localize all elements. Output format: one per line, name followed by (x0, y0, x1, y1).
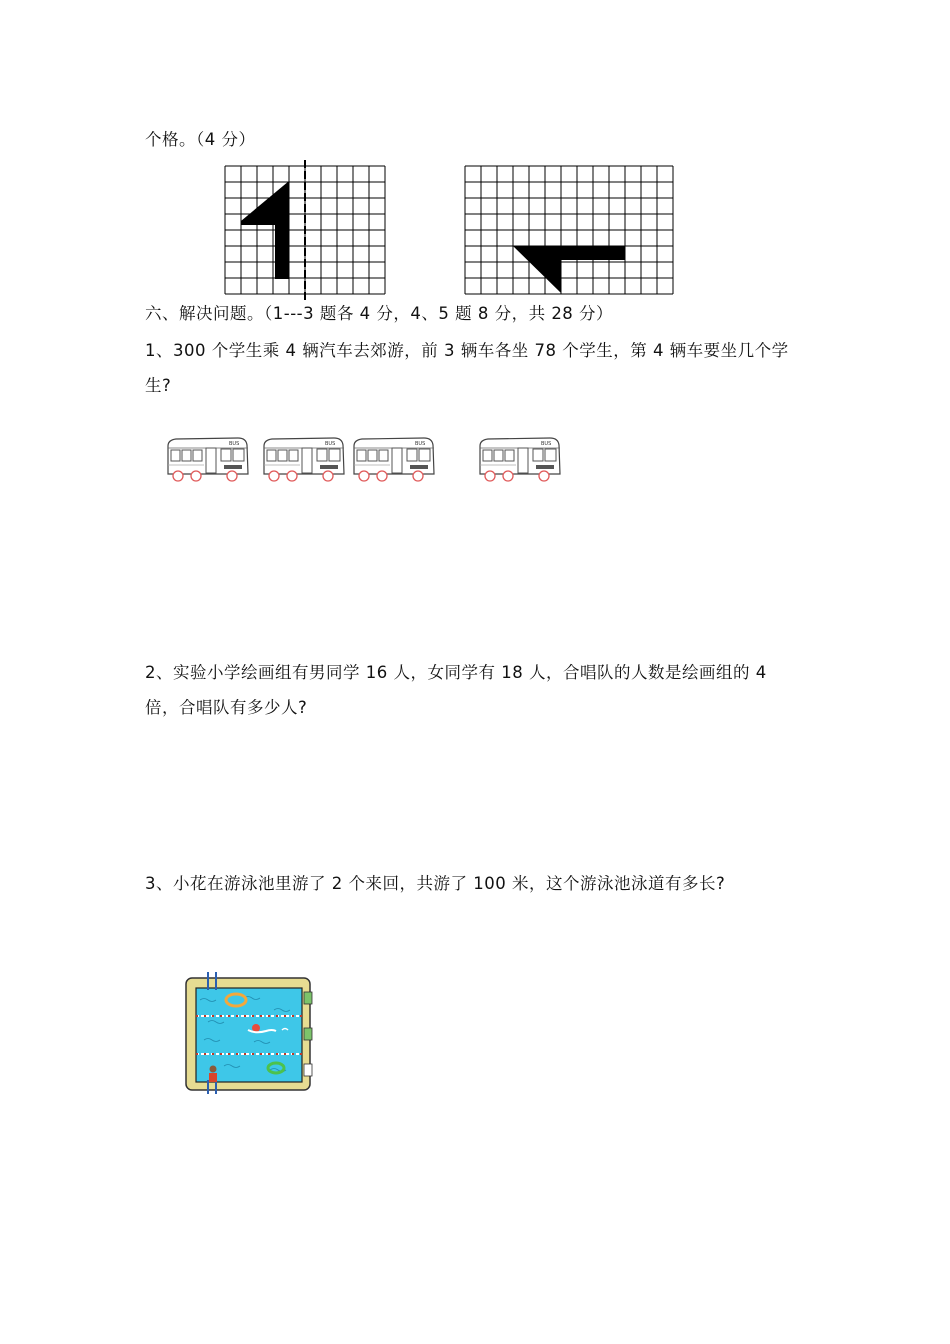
question-1-line-1: 1、300 个学生乘 4 辆汽车去郊游，前 3 辆车各坐 78 个学生，第 4 辆车要坐几个学 (145, 341, 789, 360)
symmetry-grid-left (225, 166, 387, 296)
bus-icon (166, 436, 250, 484)
bus-icon (262, 436, 346, 484)
bus-icon (478, 436, 562, 484)
question-2-line-1: 2、实验小学绘画组有男同学 16 人，女同学有 18 人，合唱队的人数是绘画组的 4 (145, 663, 767, 682)
translation-grid-right (465, 166, 673, 296)
swimming-pool-illustration (184, 970, 320, 1096)
bus-icon (352, 436, 436, 484)
question-2-line-2: 倍，合唱队有多少人? (145, 698, 308, 717)
shape (513, 246, 625, 293)
section-heading: 六、解决问题。（1---3 题各 4 分，4、5 题 8 分，共 28 分） (145, 304, 614, 323)
previous-question-tail: 个格。（4 分） (145, 130, 256, 149)
question-3-line-1: 3、小花在游泳池里游了 2 个来回，共游了 100 米，这个游泳池泳道有多长? (145, 874, 726, 893)
question-1-line-2: 生? (145, 376, 172, 395)
